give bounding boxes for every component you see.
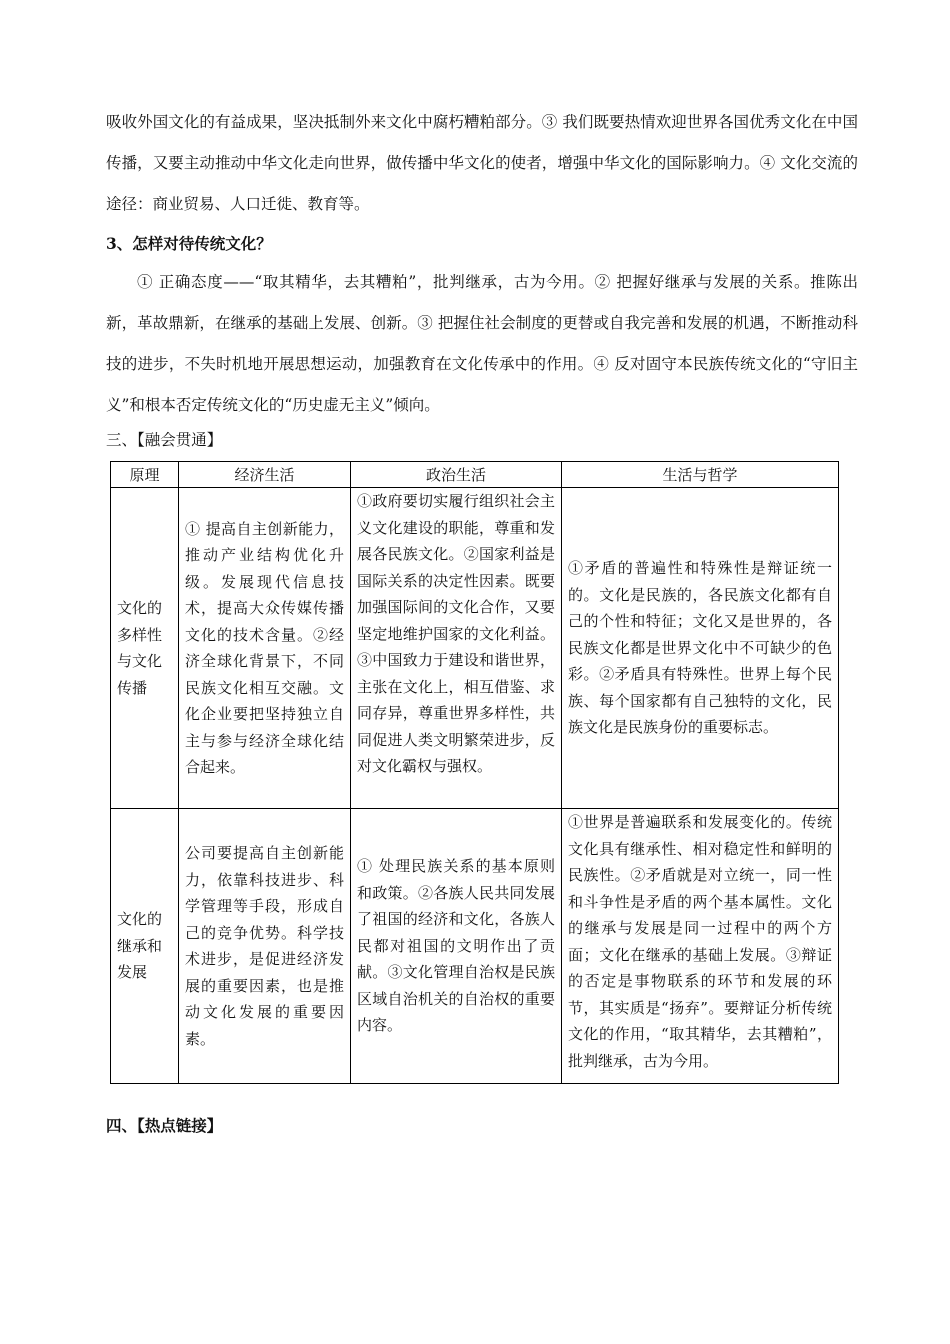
philosophy-cell: ①矛盾的普遍性和特殊性是辩证统一的。文化是民族的，各民族文化都有自己的个性和特征；文化又是世界的，各民族文化都是世界文化中不可缺少的色彩。②矛盾具有特殊性。世界上每个民族、每个国家都有自己独特的文化，民族文化是民族身份的重要标志。 [562, 488, 839, 809]
header-economic: 经济生活 [179, 462, 351, 488]
intro-paragraph: 吸收外国文化的有益成果，坚决抵制外来文化中腐朽糟粕部分。③ 我们既要热情欢迎世界各国优秀文化在中国传播，又要主动推动中华文化走向世界，做传播中华文化的使者，增强中华文化的国际影响力。④ 文化交流的途径：商业贸易、人口迁徙、教育等。 [106, 113, 858, 213]
table-row [111, 488, 839, 809]
philosophy-cell: ①世界是普遍联系和发展变化的。传统文化具有继承性、相对稳定性和鲜明的民族性。②矛盾就是对立统一，同一性和斗争性是矛盾的两个基本属性。文化的继承与发展是同一过程中的两个方面；文化在继承的基础上发展。③辩证的否定是事物联系的环节和发展的环节，其实质是“扬弃”。要辩证分析传统文化的作用，“取其精华，去其糟粕”，批判继承，古为今用。 [562, 809, 839, 1084]
political-cell: ①政府要切实履行组织社会主义文化建设的职能，尊重和发展各民族文化。②国家利益是国际关系的决定性因素。既要加强国际间的文化合作，又要坚定地维护国家的文化利益。③中国致力于建设和谐世界，主张在文化上，相互借鉴、求同存异，尊重世界多样性，共同促进人类文明繁荣进步，反对文化霸权与强权。 [351, 488, 562, 809]
fusion-table [110, 461, 839, 1084]
header-philosophy: 生活与哲学 [562, 462, 839, 488]
economic-cell: 公司要提高自主创新能力，依靠科技进步、科学管理等手段，形成自己的竞争优势。科学技术进步，是促进经济发展的重要因素，也是推动文化发展的重要因素。 [179, 809, 351, 1084]
header-political: 政治生活 [351, 462, 562, 488]
section-four-title: 四、【热点链接】 [106, 1116, 223, 1135]
table-header-row [111, 462, 839, 488]
table-row [111, 809, 839, 1084]
section3-body: ① 正确态度——“取其精华，去其糟粕”，批判继承，古为今用。② 把握好继承与发展的关系。推陈出新，革故鼎新，在继承的基础上发展、创新。③ 把握住社会制度的更替或自我完善和发展的机遇，不断推动科技的进步，不失时机地开展思想运动，加强教育在文化传承中的作用。④ 反对固守本民族传统文化的“守旧主义”和根本否定传统文化的“历史虚无主义”倾向。 [106, 273, 858, 414]
principle-cell: 文化的继承和发展 [111, 809, 179, 1084]
principle-cell: 文化的多样性与文化传播 [111, 488, 179, 809]
political-cell: ① 处理民族关系的基本原则和政策。②各族人民共同发展了祖国的经济和文化，各族人民都对祖国的文明作出了贡献。③文化管理自治权是民族区域自治机关的自治权的重要内容。 [351, 809, 562, 1084]
header-principle: 原理 [111, 462, 179, 488]
section3-heading: 3、怎样对待传统文化？ [106, 234, 272, 253]
economic-cell: ① 提高自主创新能力，推动产业结构优化升级。发展现代信息技术，提高大众传媒传播文化的技术含量。②经济全球化背景下，不同民族文化相互交融。文化企业要把坚持独立自主与参与经济全球化结合起来。 [179, 488, 351, 809]
section-three-title: 三、【融会贯通】 [106, 431, 223, 449]
